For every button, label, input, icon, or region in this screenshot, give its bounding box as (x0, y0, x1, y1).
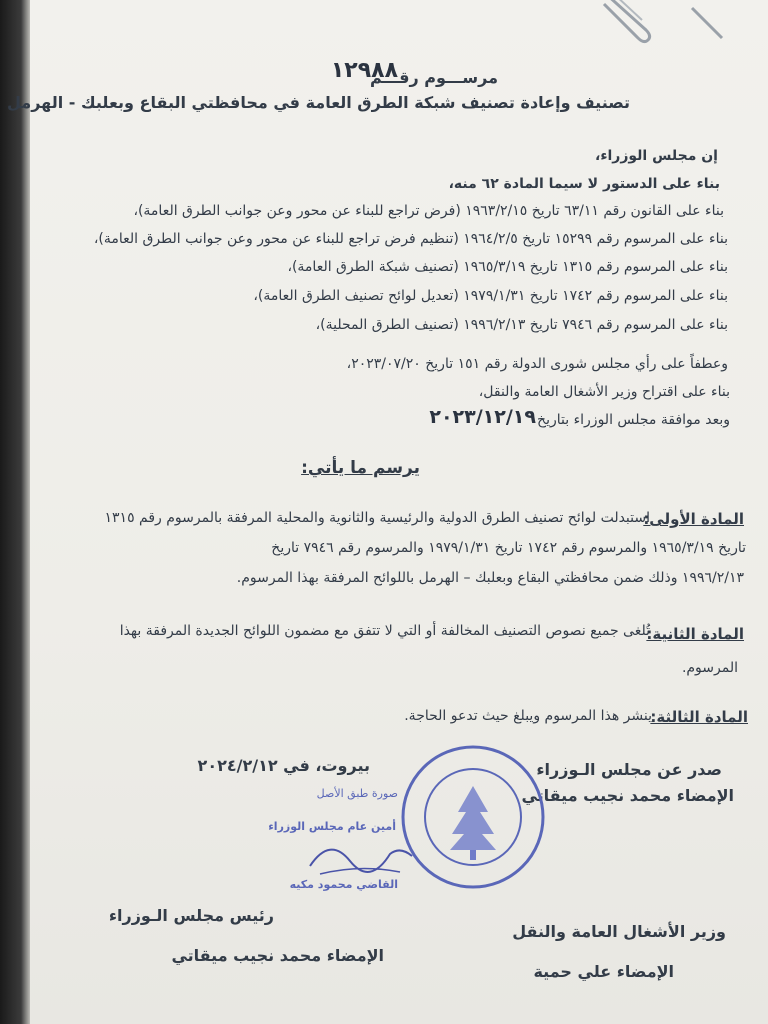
decree-title: تصنيف وإعادة تصنيف شبكة الطرق العامة في محافظتي البقاع وبعلبك - الهرمل (7, 93, 630, 112)
preamble-line: بناء على المرسوم رقم ١٥٢٩٩ تاريخ ١٩٦٤/٢/٥ (تنظيم فرض تراجع للبناء عن محور وعن جوانب الطرق العامة)، (93, 231, 728, 247)
article-2-line: المرسوم. (681, 660, 738, 676)
article-3-label: المادة الثالثة: (650, 708, 748, 726)
president-title: رئيس مجلس الـوزراء (108, 906, 274, 925)
paperclip-icon (598, 0, 658, 50)
preamble-line: بناء على اقتراح وزير الأشغال العامة والنقل، (478, 384, 730, 400)
decree-label: مرســـوم رقـــم (370, 68, 498, 87)
article-3-text: ينشر هذا المرسوم ويبلغ حيث تدعو الحاجة. (404, 708, 652, 724)
place-date: بيروت، في ٢٠٢٤/٢/١٢ (197, 756, 370, 775)
minister-title: وزير الأشغال العامة والنقل (512, 922, 726, 941)
preamble-line: وعطفاً على رأي مجلس شورى الدولة رقم ١٥١ تاريخ ٢٠٢٣/٠٧/٢٠، (346, 356, 728, 372)
article-1-label: المادة الأولى: (643, 510, 744, 528)
preamble-line: بناء على القانون رقم ٦٣/١١ تاريخ ١٩٦٣/٢/١٥ (فرض تراجع للبناء عن محور وعن جوانب الطرق العامة)، (133, 203, 724, 219)
pm-signature: الإمضاء محمد نجيب ميقاتي (521, 786, 734, 805)
article-1-line: ١٩٩٦/٢/١٣ وذلك ضمن محافظتي البقاع وبعلبك – الهرمل باللوائح المرفقة بهذا المرسوم. (236, 570, 744, 586)
stamp-secretary: أمين عام مجلس الوزراء (268, 820, 396, 833)
stamp-judge-name: القاضي محمود مكيه (289, 878, 398, 891)
preamble-constitution: بناء على الدستور لا سيما المادة ٦٢ منه، (448, 176, 720, 192)
stamp-true-copy: صورة طبق الأصل (316, 787, 398, 800)
president-signature: الإمضاء محمد نجيب ميقاتي (171, 946, 384, 965)
issued-by: صدر عن مجلس الـوزراء (536, 760, 722, 779)
approval-date: ٢٠٢٣/١٢/١٩ (429, 406, 536, 428)
handwritten-signature (300, 826, 420, 886)
preamble-line: بناء على المرسوم رقم ١٣١٥ تاريخ ١٩٦٥/٣/١٩ (تصنيف شبكة الطرق العامة)، (287, 259, 728, 275)
minister-signature: الإمضاء علي حمية (533, 962, 674, 981)
decree-heading: يرسم ما يأتي: (301, 458, 420, 478)
page-shadow (0, 0, 30, 1024)
article-1-line: تاريخ ١٩٦٥/٣/١٩ والمرسوم رقم ١٧٤٢ تاريخ ١٩٧٩/١/٣١ والمرسوم رقم ٧٩٤٦ تاريخ (271, 540, 746, 556)
decree-number: ١٢٩٨٨ (330, 58, 398, 83)
article-2-label: المادة الثانية: (646, 625, 744, 643)
article-2-line: تُلغى جميع نصوص التصنيف المخالفة أو التي لا تتفق مع مضمون اللوائح الجديدة المرفقة بهذا (119, 623, 650, 639)
preamble-line: بناء على المرسوم رقم ٧٩٤٦ تاريخ ١٩٩٦/٢/١٣ (تصنيف الطرق المحلية)، (315, 317, 728, 333)
preamble-council: إن مجلس الوزراء، (595, 148, 718, 164)
article-1-line: استبدلت لوائح تصنيف الطرق الدولية والرئيسية والثانوية والمحلية المرفقة بالمرسوم رقم ١٣١٥ (104, 510, 650, 526)
preamble-line: بناء على المرسوم رقم ١٧٤٢ تاريخ ١٩٧٩/١/٣١ (تعديل لوائح تصنيف الطرق العامة)، (253, 288, 728, 304)
official-seal-icon (398, 742, 548, 892)
paperclip-end-icon (688, 4, 728, 44)
approval-text: وبعد موافقة مجلس الوزراء بتاريخ (537, 412, 730, 428)
